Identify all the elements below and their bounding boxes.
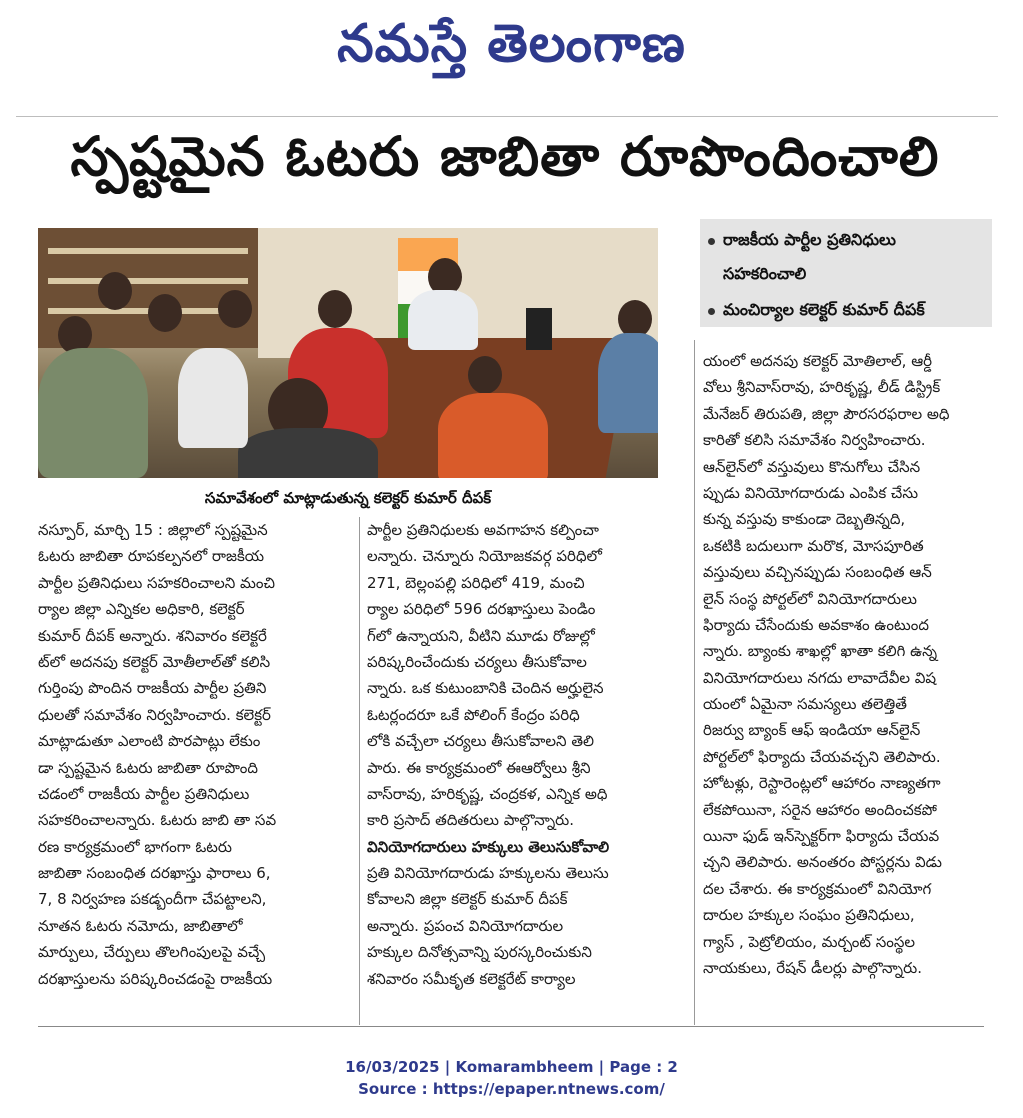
footer-date-line: 16/03/2025 | Komarambheem | Page : 2 — [345, 1058, 678, 1076]
text-line: కుమార్ దీపక్ అన్నారు. శనివారం కలెక్టరే — [38, 626, 267, 645]
text-line: నాయకులు, రేషన్ డీలర్లు పాల్గొన్నారు. — [703, 958, 922, 977]
article-column-1 — [38, 517, 353, 992]
text-line: పార్టీల ప్రతినిధులు సహకరించాలని మంచి — [38, 573, 275, 592]
photo-person-body — [178, 348, 248, 448]
text-line: లోకి వచ్చేలా చర్యలు తీసుకోవాలని తెలి — [367, 732, 594, 751]
meeting-photo — [38, 228, 658, 478]
text-line: పారు. ఈ కార్యక్రమంలో ఈఆర్వోలు శ్రీని — [367, 758, 591, 777]
text-line: హక్కుల దినోత్సవాన్ని పురస్కరించుకుని — [367, 943, 592, 962]
text-line: అన్నారు. ప్రపంచ వినియోగదారుల — [367, 916, 564, 935]
photo-person — [98, 272, 132, 310]
photo-monitor — [526, 308, 552, 350]
text-line: ఫిర్యాదు చేసేందుకు అవకాశం ఉంటుంద — [703, 615, 929, 634]
highlight-item: మంచిర్యాల కలెక్టర్ కుమార్ దీపక్ — [708, 294, 925, 328]
text-line: ర్యాల పరిధిలో 596 దరఖాస్తులు పెండిం — [367, 600, 596, 619]
highlight-item: రాజకీయ పార్టీల ప్రతినిధులు — [708, 224, 896, 258]
text-line: యినా ఫుడ్ ఇన్‌స్పెక్టర్‌గా ఫిర్యాదు చేయవ — [703, 827, 940, 846]
text-line: రణ కార్యక్రమంలో భాగంగా ఓటరు — [38, 837, 232, 856]
text-line: లేకపోయినా, సరైన ఆహారం అందించకపో — [703, 800, 937, 819]
text-line: గ్‌లో ఉన్నాయని, వీటిని మూడు రోజుల్లో — [367, 626, 595, 645]
photo-person — [148, 294, 182, 332]
bottom-rule — [38, 1026, 984, 1027]
text-line: ట్‌లో అదనపు కలెక్టర్ మోతీలాల్‌తో కలిసి — [38, 652, 271, 671]
text-line: వాస్‌రావు, హరికృష్ణ, చంద్రకళ, ఎన్నిక అధి — [367, 784, 608, 803]
text-line: శనివారం సమీకృత కలెక్టరేట్ కార్యాల — [367, 969, 576, 988]
text-line: మేనేజర్ తిరుపతి, జిల్లా పౌరసరఫరాల అధి — [703, 404, 950, 423]
text-line: ర్యాల జిల్లా ఎన్నికల అధికారి, కలెక్టర్ — [38, 600, 245, 619]
text-line: యంలో అదనపు కలెక్టర్ మోతిలాల్, ఆర్డీ — [703, 352, 933, 370]
bullet-icon — [708, 238, 715, 245]
section-subheading: వినియోగదారులు హక్కులు తెలుసుకోవాలి — [367, 837, 610, 856]
text-line: పరిష్కరించేందుకు చర్యలు తీసుకోవాల — [367, 652, 587, 671]
text-line: పార్టీల ప్రతినిధులకు అవగాహన కల్పించా — [367, 521, 599, 539]
text-line: కున్న వస్తువు కాకుండా దెబ్బతిన్నది, — [703, 510, 906, 529]
photo-person — [218, 290, 252, 328]
text-line: దారుల హక్కుల సంఘం ప్రతినిధులు, — [703, 906, 915, 925]
text-line: ప్పుడు వినియోగదారుడు ఎంపిక చేసు — [703, 483, 919, 502]
text-line: సహకరించాలన్నారు. ఓటరు జాబి తా సవ — [38, 811, 277, 830]
text-line: గుర్తింపు పొందిన రాజకీయ పార్టీల ప్రతిని — [38, 679, 267, 698]
text-line: జాబితా సంబంధిత దరఖాస్తు ఫారాలు 6, — [38, 864, 271, 883]
text-line: కారి ప్రసాద్ తదితరులు పాల్గొన్నారు. — [367, 811, 575, 830]
highlight-item: సహకరించాలి — [723, 263, 807, 283]
text-line: 271, బెల్లంపల్లి పరిధిలో 419, మంచి — [367, 573, 585, 592]
text-line: నస్పూర్, మార్చి 15 : జిల్లాలో స్పష్టమైన — [38, 521, 268, 539]
photo-person-body — [598, 333, 658, 433]
photo-person — [318, 290, 352, 328]
column-divider — [694, 340, 695, 1025]
article-column-3 — [703, 348, 991, 981]
photo-person-body — [408, 290, 478, 350]
bullet-icon — [708, 308, 715, 315]
newspaper-masthead — [0, 0, 1023, 100]
text-line: మార్పులు, చేర్పులు తొలగింపులపై వచ్చే — [38, 943, 266, 962]
text-line: న్నారు. బ్యాంకు శాఖల్లో ఖాతా కలిగి ఉన్న — [703, 642, 938, 661]
text-line: లైన్ సంస్థ పోర్టల్‌లో వినియోగదారులు — [703, 589, 917, 608]
text-line: డా స్పష్టమైన ఓటరు జాబితా రూపొంది — [38, 758, 258, 777]
text-line: న్నారు. ఒక కుటుంబానికి చెందిన అర్హులైన — [367, 679, 604, 698]
text-line: కోవాలని జిల్లా కలెక్టర్ కుమార్ దీపక్ — [367, 890, 568, 909]
text-line: మాట్లాడుతూ ఎలాంటి పొరపాట్లు లేకుం — [38, 732, 261, 751]
masthead-title: నమస్తే తెలంగాణ — [337, 13, 686, 74]
photo-person — [468, 356, 502, 394]
text-line: లన్నారు. చెన్నూరు నియోజకవర్గ పరిధిలో — [367, 547, 602, 566]
text-line: ప్రతి వినియోగదారుడు హక్కులను తెలుసు — [367, 864, 609, 883]
footer-source-line: Source : https://epaper.ntnews.com/ — [358, 1080, 665, 1098]
text-line: దరఖాస్తులను పరిష్కరించడంపై రాజకీయ — [38, 969, 273, 988]
text-line: రిజర్వు బ్యాంక్ ఆఫ్ ఇండియా ఆన్‌లైన్ — [703, 721, 921, 740]
column-divider — [359, 517, 360, 1025]
text-line: చడంలో రాజకీయ పార్టీల ప్రతినిధులు — [38, 784, 250, 803]
text-line: గ్యాస్ , పెట్రోలియం, మర్చంట్ సంస్థల — [703, 932, 916, 951]
text-line: వినియోగదారులు నగదు లావాదేవీల విష — [703, 668, 937, 687]
text-line: యంలో ఏమైనా సమస్యలు తలెత్తితే — [703, 695, 907, 714]
text-line: హోటళ్లు, రెస్టారెంట్లలో ఆహారం నాణ్యతగా — [703, 774, 941, 793]
text-line: ధులతో సమావేశం నిర్వహించారు. కలెక్టర్ — [38, 705, 271, 724]
text-line: నూతన ఓటరు నమోదు, జాబితాలో — [38, 916, 243, 935]
text-line: ఆన్‌లైన్‌లో వస్తువులు కొనుగోలు చేసిన — [703, 457, 921, 476]
photo-person-body — [438, 393, 548, 478]
text-line: ఒకటికి బదులుగా మరొక, మోసపూరిత — [703, 536, 924, 555]
text-line: దల చేశారు. ఈ కార్యక్రమంలో వినియోగ — [703, 879, 932, 898]
text-line: వస్తువులు వచ్చినప్పుడు సంబంధిత ఆన్ — [703, 563, 932, 582]
article-headline: స్పష్టమైన ఓటరు జాబితా రూపొందించాలి — [70, 124, 940, 188]
text-line: వోలు శ్రీనివాస్‌రావు, హరికృష్ణ, లీడ్ డిస్ట్రిక్ — [703, 378, 941, 397]
text-line: 7, 8 నిర్వహణ పకడ్బందీగా చేపట్టాలని, — [38, 890, 267, 909]
photo-person-body — [238, 428, 378, 478]
text-line: కారితో కలిసి సమావేశం నిర్వహించారు. — [703, 431, 926, 450]
photo-person-body — [38, 348, 148, 478]
text-line: ఓటరు జాబితా రూపకల్పనలో రాజకీయ — [38, 547, 265, 566]
article-column-2 — [367, 517, 685, 992]
text-line: ఓటర్లందరూ ఒకే పోలింగ్ కేంద్రం పరిధి — [367, 705, 580, 724]
text-line: చ్చని తెలిపారు. అనంతరం పోస్టర్లను విడు — [703, 853, 942, 872]
photo-caption: సమావేశంలో మాట్లాడుతున్న కలెక్టర్ కుమార్ దీపక్ — [204, 489, 492, 507]
text-line: పోర్టల్‌లో ఫిర్యాదు చేయవచ్చని తెలిపారు. — [703, 747, 941, 766]
